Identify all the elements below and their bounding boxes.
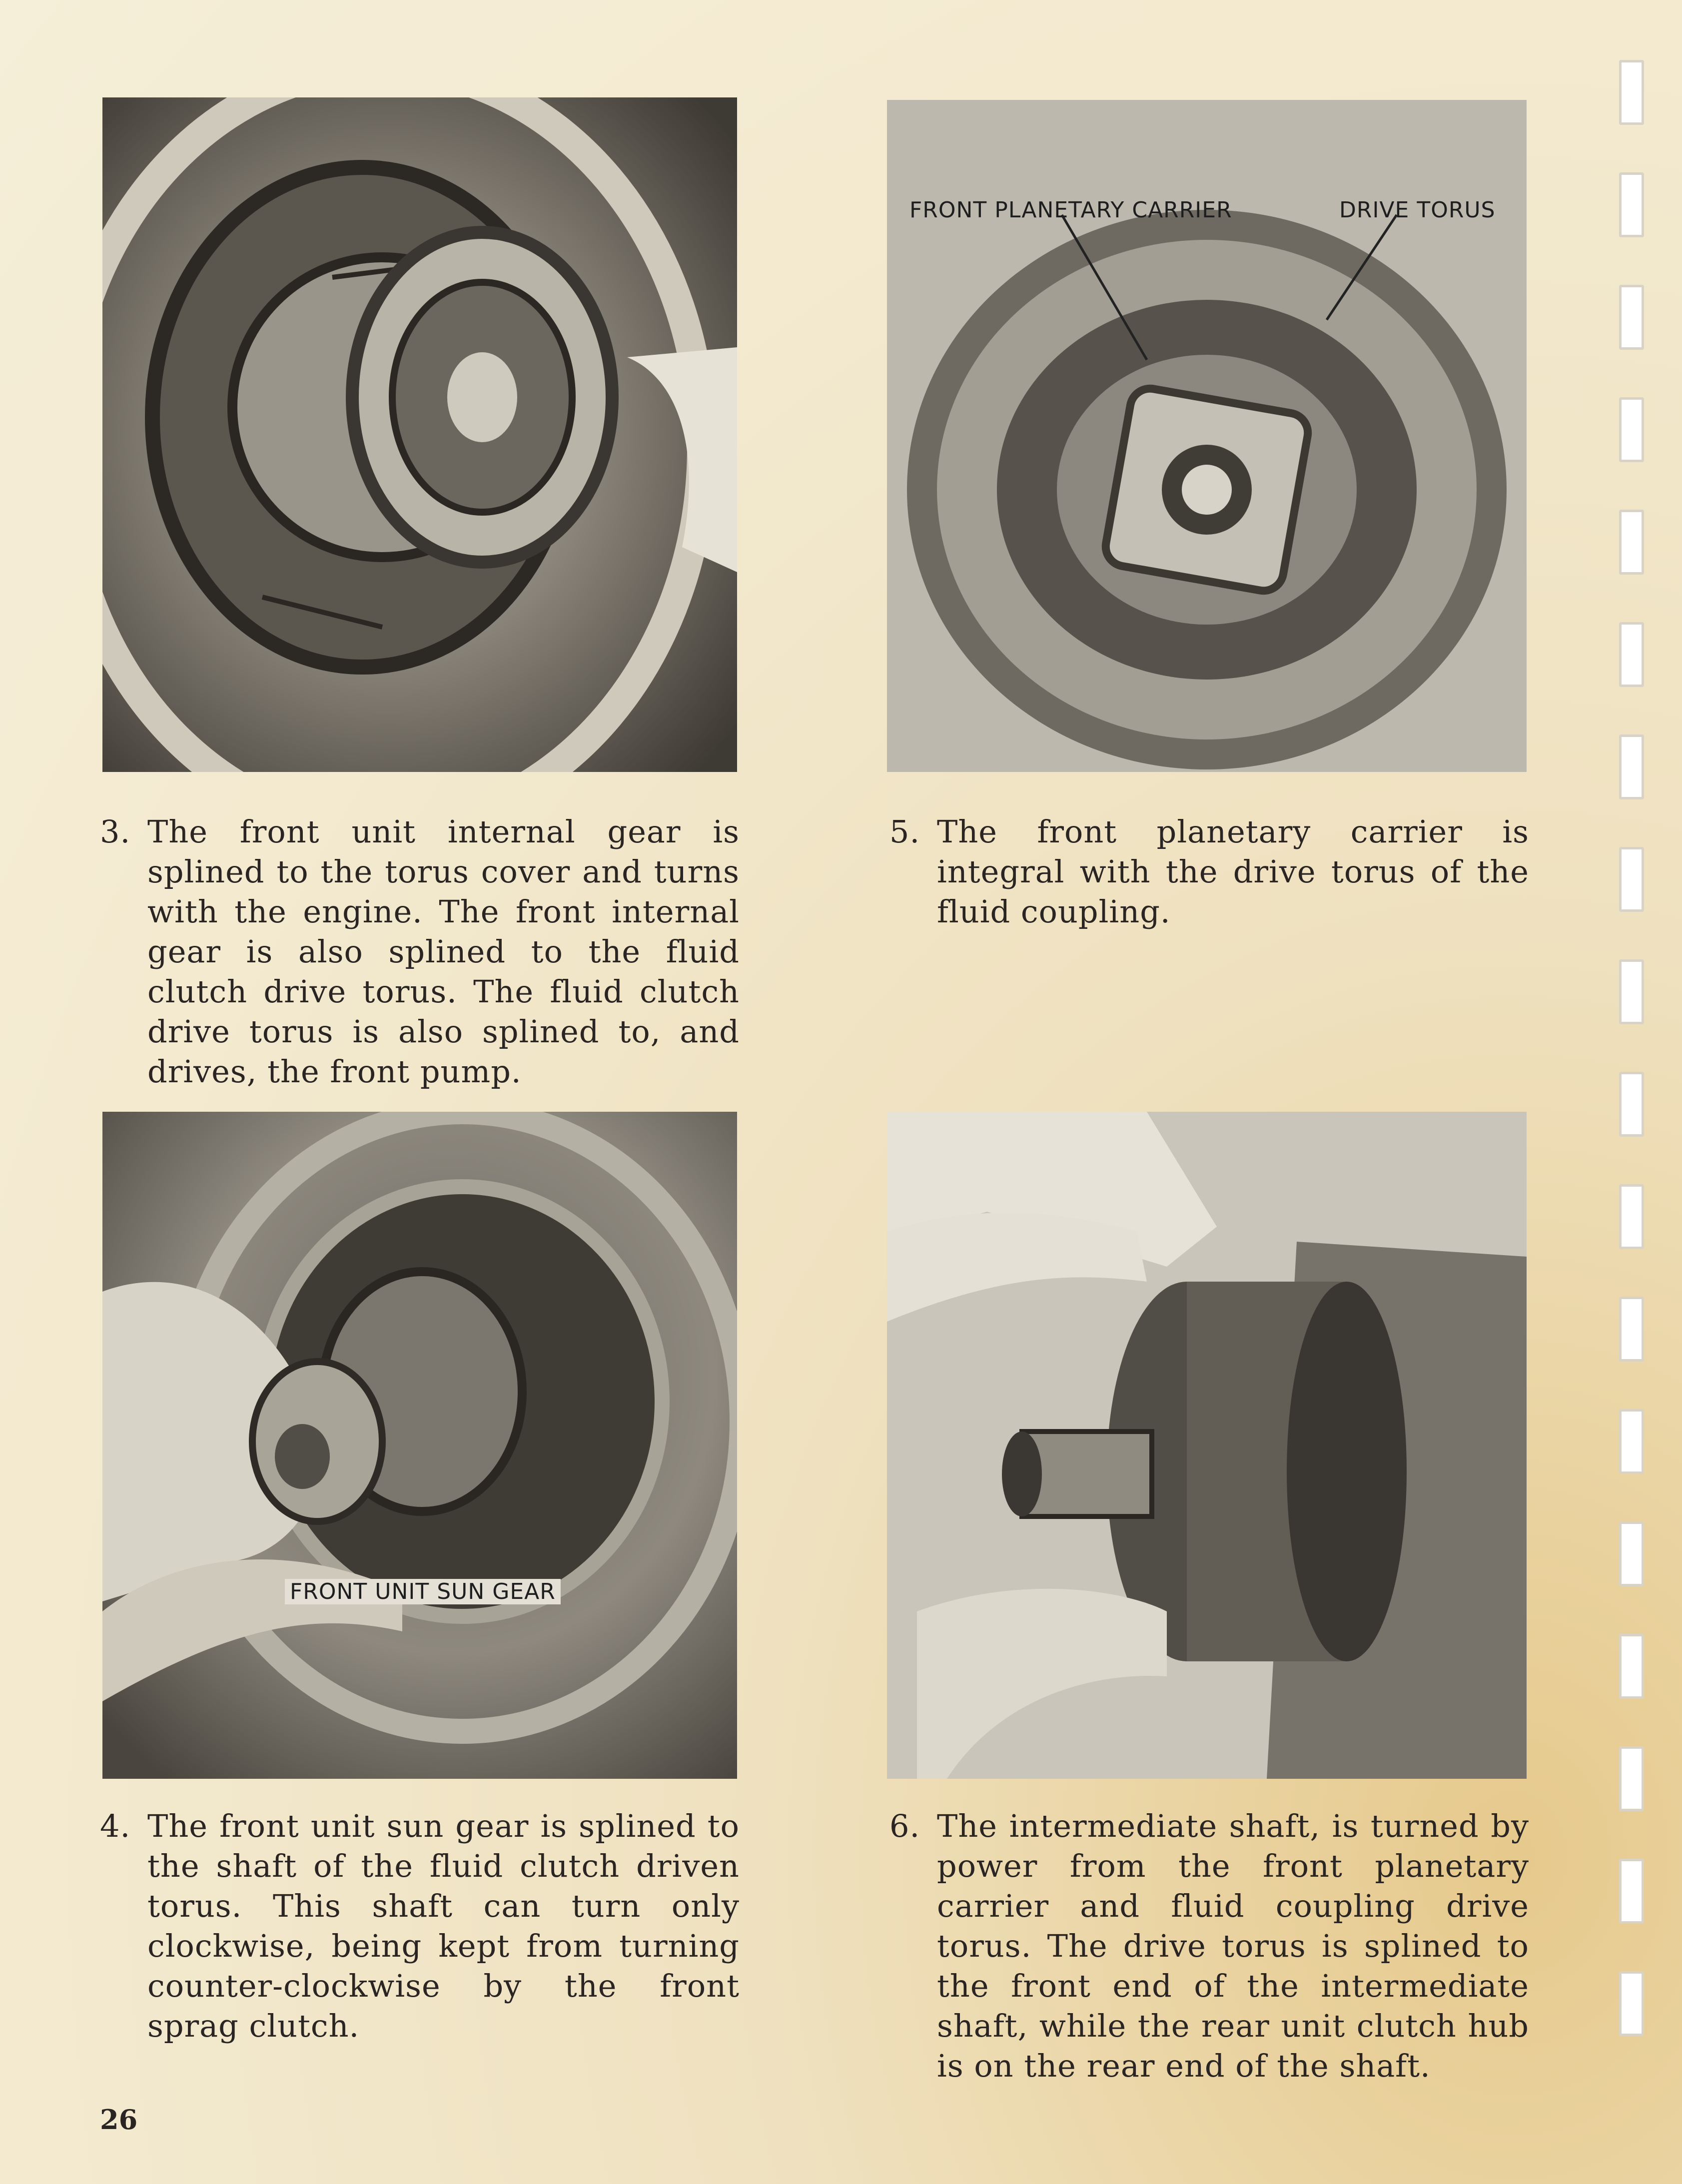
binding-hole: [1619, 1072, 1644, 1137]
binding-hole: [1619, 397, 1644, 462]
photo-front-unit-sun-gear: [102, 1112, 737, 1779]
binding-hole: [1619, 285, 1644, 350]
caption-text: The front unit sun gear is splined to the shaft of the fluid clutch driven torus. This shaft can turn only clockwise, being kept from turning counter-clockwise by the front sprag clutch.: [147, 1808, 740, 2044]
binding-holes: [1619, 50, 1649, 2149]
binding-hole: [1619, 60, 1644, 125]
photo-front-internal-gear: [102, 97, 737, 772]
caption-3: [100, 812, 740, 1092]
binding-hole: [1619, 1634, 1644, 1699]
label-front-planetary-carrier: FRONT PLANETARY CARRIER: [909, 197, 1232, 223]
binding-hole: [1619, 172, 1644, 237]
binding-hole: [1619, 1521, 1644, 1586]
photo-intermediate-shaft: [887, 1112, 1527, 1779]
caption-6: [889, 1806, 1529, 2086]
binding-hole: [1619, 734, 1644, 799]
binding-hole: [1619, 1971, 1644, 2036]
page-number: 26: [100, 2104, 138, 2136]
caption-number: 5.: [889, 813, 920, 850]
caption-number: 6.: [889, 1808, 920, 1844]
caption-number: 3.: [100, 813, 131, 850]
caption-5: [889, 812, 1529, 932]
caption-text: The intermediate shaft, is turned by power from the front planetary carrier and fluid coupling drive torus. The drive torus is splined to the front end of the intermediate shaft, while the rear unit clutch hub is on the rear end of the shaft.: [937, 1808, 1529, 2084]
binding-hole: [1619, 622, 1644, 687]
binding-hole: [1619, 1297, 1644, 1362]
caption-number: 4.: [100, 1808, 131, 1844]
caption-text: The front planetary carrier is integral with the drive torus of the fluid coupling.: [937, 813, 1529, 930]
label-front-unit-sun-gear: FRONT UNIT SUN GEAR: [285, 1579, 561, 1604]
binding-hole: [1619, 510, 1644, 575]
binding-hole: [1619, 847, 1644, 912]
binding-hole: [1619, 1746, 1644, 1811]
caption-text: The front unit internal gear is splined to the torus cover and turns with the engine. The front internal gear is also splined to the fluid clutch drive torus. The fluid clutch drive torus is also splined to, and drives, the front pump.: [147, 813, 740, 1090]
caption-4: [100, 1806, 740, 2046]
binding-hole: [1619, 1859, 1644, 1924]
photo-drive-torus: [887, 100, 1527, 772]
label-drive-torus: DRIVE TORUS: [1339, 197, 1496, 223]
binding-hole: [1619, 1184, 1644, 1249]
binding-hole: [1619, 959, 1644, 1024]
binding-hole: [1619, 1409, 1644, 1474]
